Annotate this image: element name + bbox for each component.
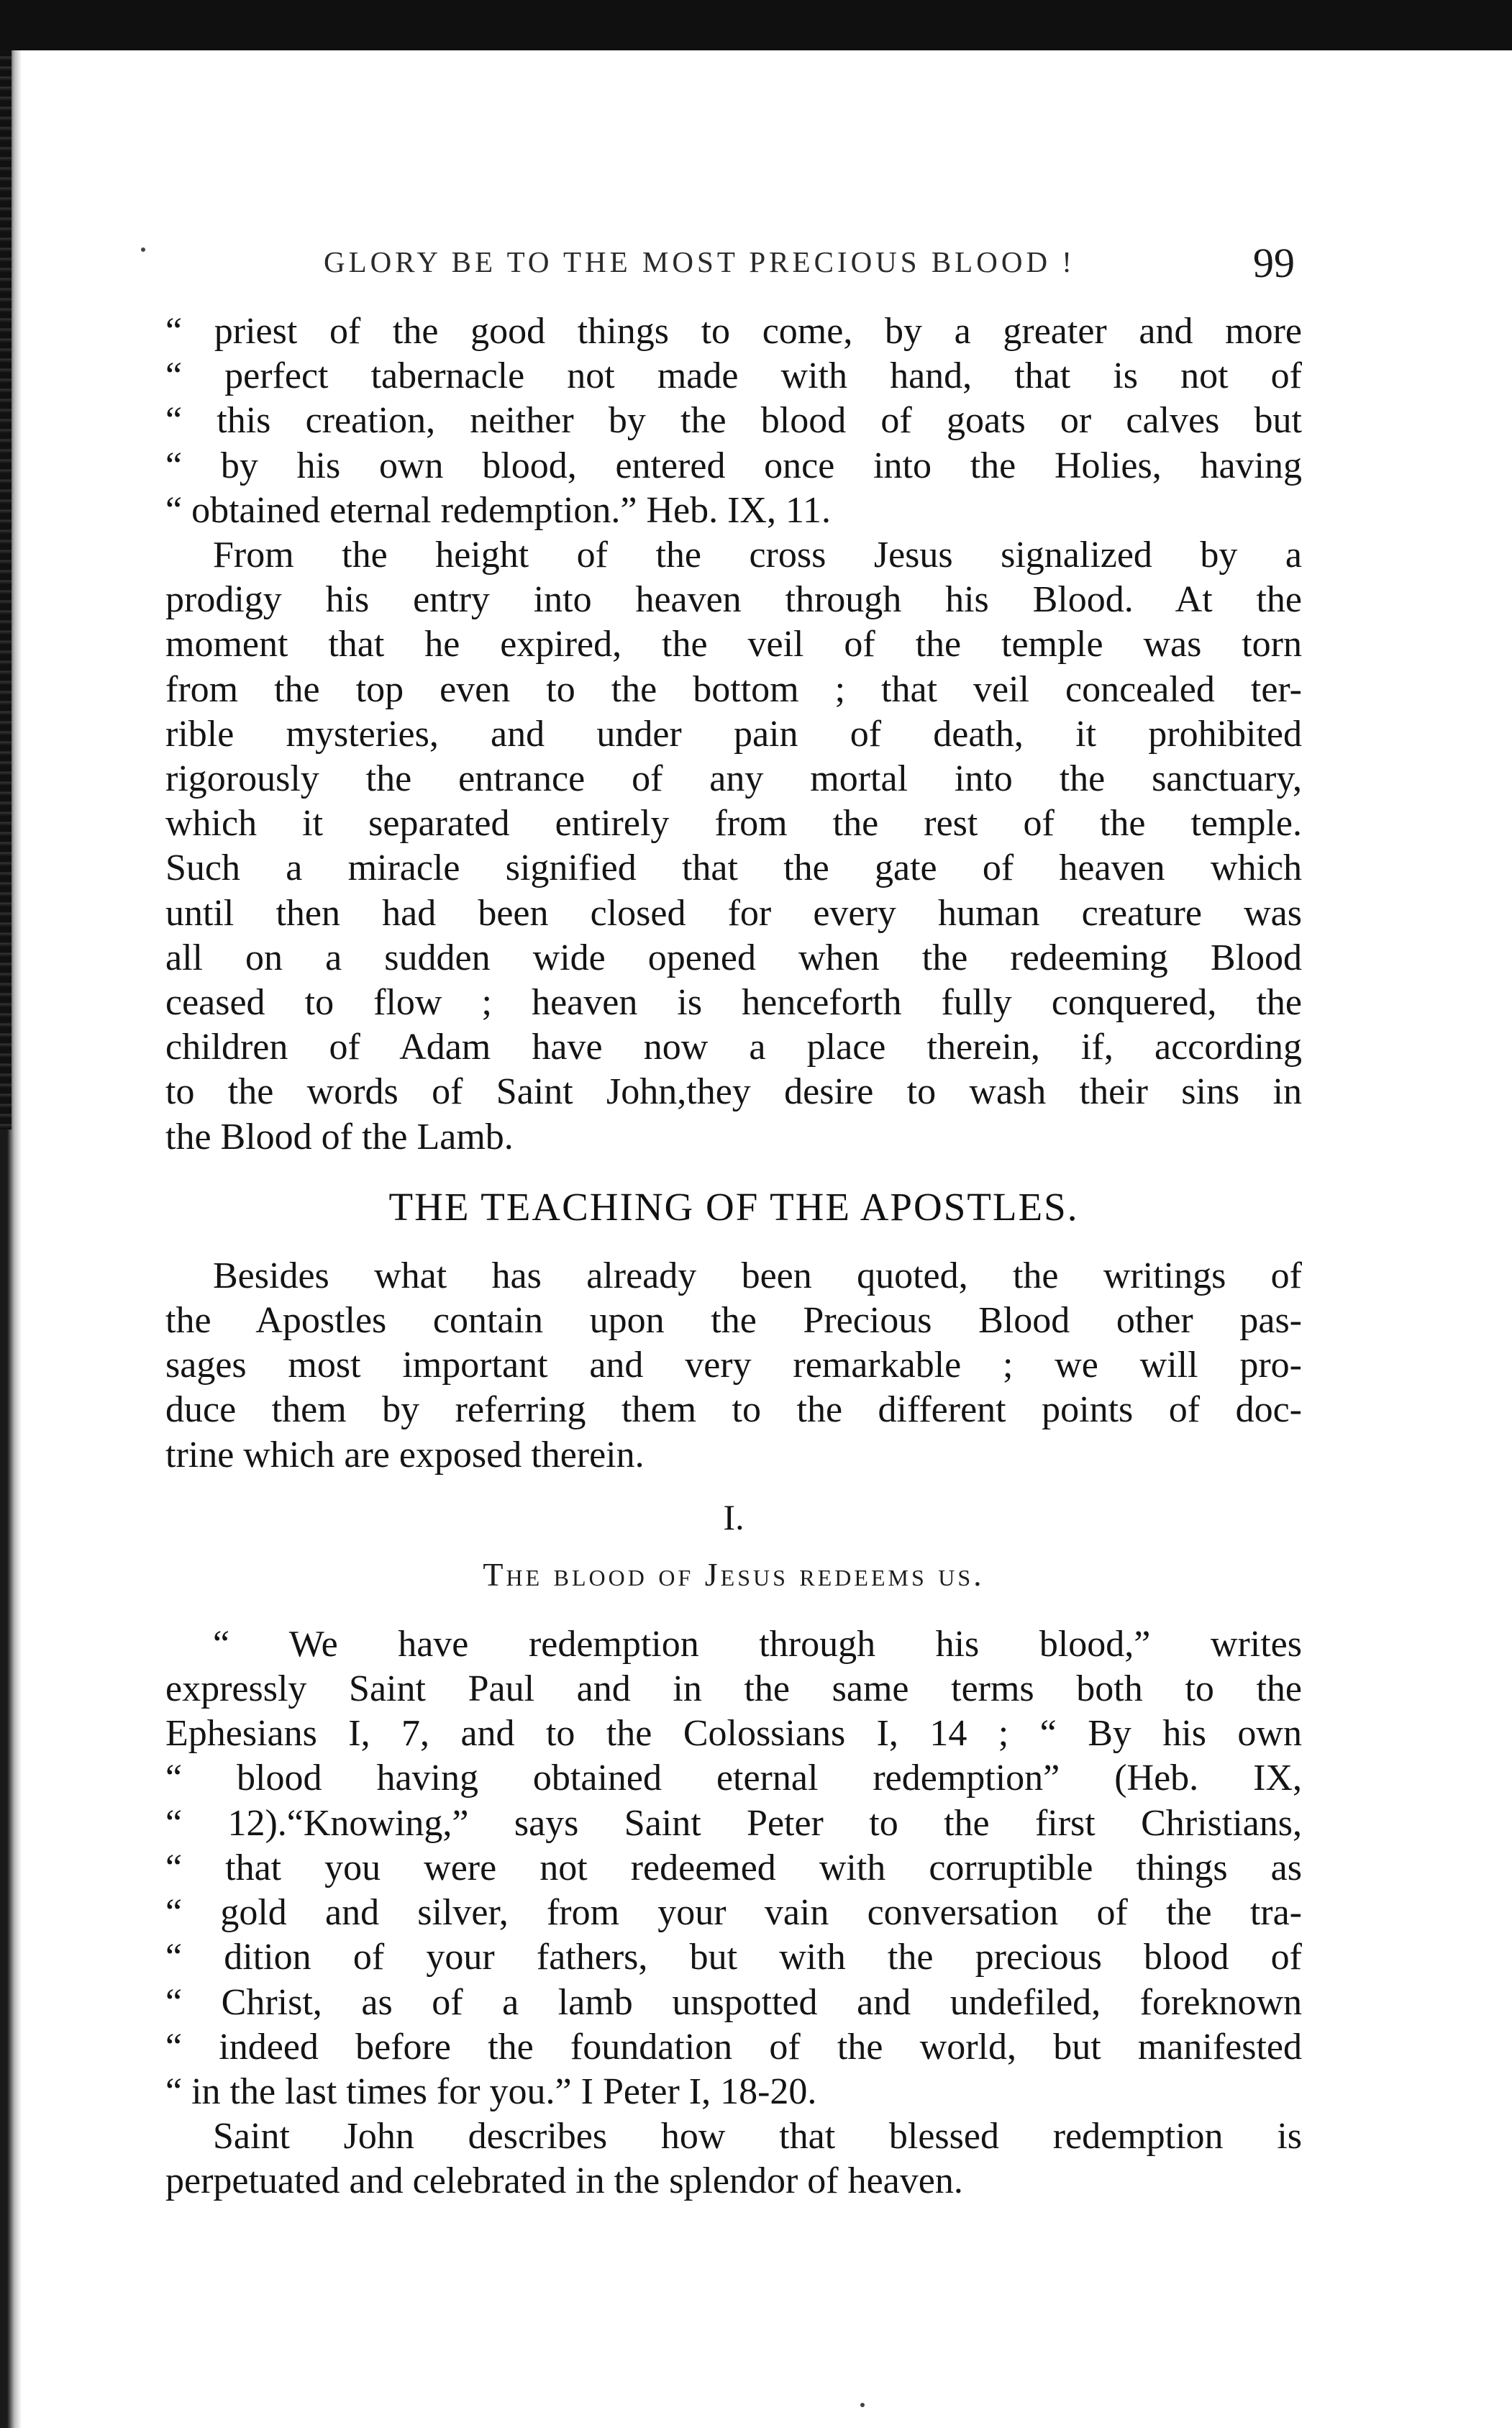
text-line: Ephesians I, 7, and to the Colossians I, 14 ; “ By his own <box>165 1713 1302 1755</box>
text-line: rible mysteries, and under pain of death, it prohibited <box>165 713 1302 755</box>
text-line: prodigy his entry into heaven through his Blood. At the <box>165 579 1302 621</box>
body-paragraph <box>165 533 1302 1160</box>
scan-speck <box>141 247 145 252</box>
page-number: 99 <box>1253 240 1295 286</box>
scan-top-border <box>0 0 1512 50</box>
text-line: ceased to flow ; heaven is henceforth fully conquered, the <box>165 982 1302 1024</box>
text-line: “ perfect tabernacle not made with hand, that is not of <box>165 355 1302 397</box>
text-line: the Blood of the Lamb. <box>165 1116 514 1158</box>
text-line: expressly Saint Paul and in the same terms both to the <box>165 1668 1302 1710</box>
body-paragraph <box>165 1254 1302 1478</box>
text-line: sages most important and very remarkable ; we will pro- <box>165 1345 1302 1386</box>
section-heading: THE TEACHING OF THE APOSTLES. <box>388 1184 1079 1229</box>
running-title: GLORY BE TO THE MOST PRECIOUS BLOOD ! <box>324 245 1075 278</box>
text-line: “ priest of the good things to come, by a greater and more <box>165 311 1302 352</box>
book-page <box>165 240 1302 2204</box>
text-line: Such a miracle signified that the gate of heaven which <box>165 847 1302 889</box>
text-line: “ by his own blood, entered once into the Holies, having <box>165 445 1302 486</box>
text-line: which it separated entirely from the rest of the temple. <box>165 803 1302 845</box>
text-line: the Apostles contain upon the Precious Blood other pas- <box>165 1300 1302 1342</box>
running-head <box>165 240 1302 309</box>
quotation-paragraph <box>165 309 1302 533</box>
text-line: all on a sudden wide opened when the redeeming Blood <box>165 937 1302 978</box>
text-line: Saint John describes how that blessed redemption is <box>213 2116 1302 2158</box>
text-line: to the words of Saint John,they desire to wash their sins in <box>165 1071 1302 1113</box>
body-paragraph <box>165 1622 1302 2114</box>
scan-left-edge <box>0 50 35 2428</box>
text-line: “ gold and silver, from your vain conversation of the tra- <box>165 1892 1302 1934</box>
text-line: “ We have redemption through his blood,” writes <box>213 1623 1302 1665</box>
text-line: “ 12).“Knowing,” says Saint Peter to the first Christians, <box>165 1802 1302 1844</box>
text-line: “ Christ, as of a lamb unspotted and undefiled, foreknown <box>165 1981 1302 2023</box>
text-line: from the top even to the bottom ; that veil concealed ter- <box>165 668 1302 710</box>
text-line: until then had been closed for every human creature was <box>165 892 1302 934</box>
subsection-heading: The blood of Jesus redeems us. <box>483 1555 985 1593</box>
text-line: trine which are exposed therein. <box>165 1434 645 1476</box>
text-line: Besides what has already been quoted, the writings of <box>213 1255 1302 1296</box>
text-line: rigorously the entrance of any mortal into the sanctuary, <box>165 758 1302 800</box>
text-line: From the height of the cross Jesus signalized by a <box>213 535 1302 576</box>
body-paragraph <box>165 2114 1302 2204</box>
text-line: perpetuated and celebrated in the splendor of heaven. <box>165 2160 963 2202</box>
section-number: I. <box>723 1496 744 1537</box>
scan-speck <box>860 2403 865 2407</box>
text-line: “ this creation, neither by the blood of goats or calves but <box>165 400 1302 442</box>
text-line: children of Adam have now a place therein, if, according <box>165 1027 1302 1068</box>
text-line: “ obtained eternal redemption.” Heb. IX, 11. <box>165 489 832 531</box>
text-line: “ that you were not redeemed with corruptible things as <box>165 1847 1302 1888</box>
text-line: “ indeed before the foundation of the world, but manifested <box>165 2026 1302 2068</box>
text-line: moment that he expired, the veil of the temple was torn <box>165 624 1302 665</box>
text-line: duce them by referring them to the different points of doc- <box>165 1389 1302 1431</box>
text-line: “ dition of your fathers, but with the precious blood of <box>165 1937 1302 1978</box>
text-line: “ in the last times for you.” I Peter I, 18-20. <box>165 2070 817 2112</box>
text-line: “ blood having obtained eternal redemption” (Heb. IX, <box>165 1758 1302 1799</box>
